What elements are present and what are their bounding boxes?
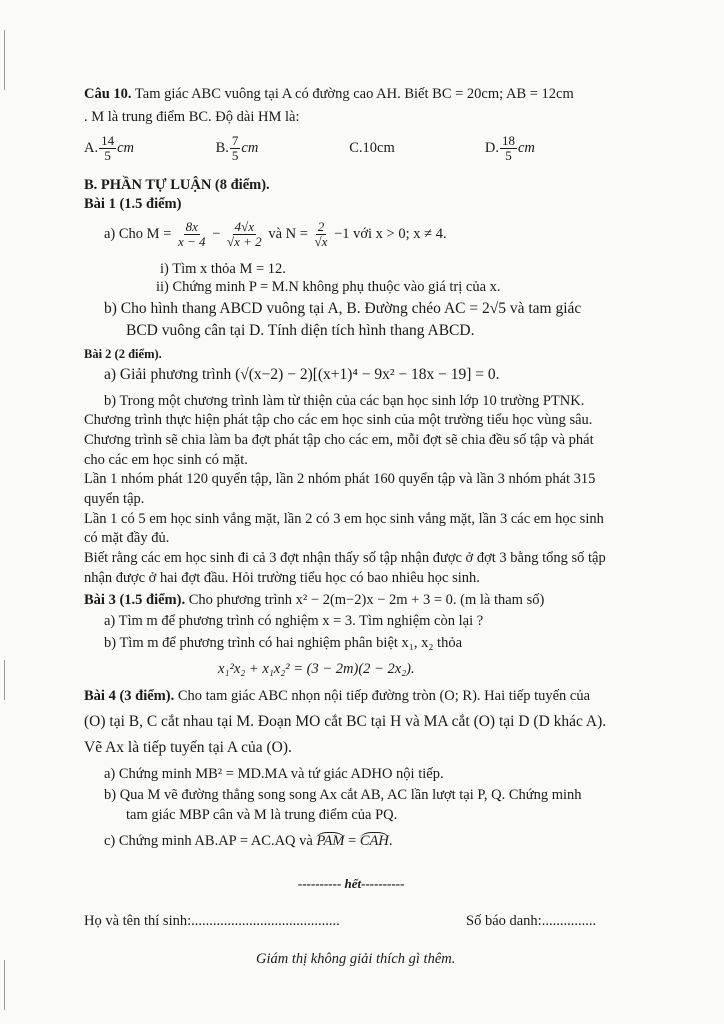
proctor-note: Giám thị không giải thích gì thêm. bbox=[256, 951, 456, 967]
bai2-b-line: Lần 1 nhóm phát 120 quyển tập, lần 2 nhóm phát 160 quyển tập và lần 3 nhóm phát 315 bbox=[84, 471, 596, 487]
bai4-b-line1: b) Qua M vẽ đường thẳng song song Ax cắt AB, AC lần lượt tại P, Q. Chứng minh bbox=[104, 787, 582, 803]
bai1-b-line1: b) Cho hình thang ABCD vuông tại A, B. Đường chéo AC = 2√5 và tam giác bbox=[104, 300, 582, 317]
bai1-a: a) Cho M = $\frac{8x}{x - 4}$ − $\frac{4√x}{√x + 2}$ và N = $\frac{2}{√x}$ −1 với x > 0; x ≠ 4. bbox=[104, 219, 447, 249]
arc-pam: PAM bbox=[316, 833, 345, 849]
bai2-a: a) Giải phương trình (√(x−2) − 2)[(x+1)⁴ − 9x² − 18x − 19] = 0. bbox=[104, 366, 500, 383]
bai3-title: Bài 3 (1.5 điểm). bbox=[84, 592, 186, 608]
bai3-equation: x₁²x₂ + x₁x₂² = (3 − 2m)(2 − 2x₂). bbox=[218, 661, 415, 677]
scan-edge-mark bbox=[4, 30, 5, 90]
q10-label: Câu 10. bbox=[84, 86, 132, 102]
bai4-b-line2: tam giác MBP cân và M là trung điểm của PQ. bbox=[126, 807, 398, 823]
bai1-b-line2: BCD vuông cân tại D. Tính diện tích hình thang ABCD. bbox=[126, 322, 475, 339]
bai2-b-line: quyển tập. bbox=[84, 491, 145, 507]
scan-edge-mark bbox=[4, 960, 5, 1010]
q10-line1 bbox=[84, 85, 574, 103]
option-d: D. $\frac{18}{5}$ cm bbox=[484, 133, 535, 163]
scan-edge-mark bbox=[4, 660, 5, 700]
q10-text: Tam giác ABC vuông tại A có đường cao AH. Biết BC = 20cm; AB = 12cm bbox=[134, 86, 574, 102]
bai4-a: a) Chứng minh MB² = MD.MA và tứ giác ADHO nội tiếp. bbox=[104, 766, 444, 782]
candidate-name-label: Họ và tên thí sinh:......................................... bbox=[84, 913, 340, 929]
bai2-b-line: có mặt đầy đủ. bbox=[84, 530, 170, 546]
bai1-a-i: i) Tìm x thỏa M = 12. bbox=[160, 261, 286, 277]
bai1-title: Bài 1 (1.5 điểm) bbox=[84, 196, 182, 212]
bai3-a: a) Tìm m để phương trình có nghiệm x = 3. Tìm nghiệm còn lại ? bbox=[104, 613, 484, 629]
bai4-line2: (O) tại B, C cắt nhau tại M. Đoạn MO cắt BC tại H và MA cắt (O) tại D (D khác A). bbox=[84, 713, 607, 730]
bai2-b-line: Lần 1 có 5 em học sinh vắng mặt, lần 2 có 3 em học sinh vắng mặt, lần 3 các em học sinh bbox=[84, 511, 604, 527]
bai2-b-line: Biết rằng các em học sinh đi cả 3 đợt nhận thấy số tập nhận được ở đợt 3 bằng tổng số tập bbox=[84, 550, 606, 566]
bai2-b-line: Chương trình sẽ chia làm ba đợt phát tập cho các em, mỗi đợt sẽ chia đều số tập và phát bbox=[84, 432, 594, 448]
bai2-b-line: cho các em học sinh có mặt. bbox=[84, 452, 248, 468]
bai2-b-line: nhận được ở hai đợt đầu. Hỏi trường tiểu học có bao nhiêu học sinh. bbox=[84, 570, 480, 586]
end-mark: ---------- hết---------- bbox=[298, 876, 405, 891]
option-b: B. $\frac{7}{5}$ cm bbox=[215, 133, 259, 163]
arc-cah: CAH bbox=[359, 833, 389, 849]
q10-line2: . M là trung điểm BC. Độ dài HM là: bbox=[84, 109, 300, 125]
candidate-id-label: Số báo danh:............... bbox=[466, 913, 597, 929]
bai4-line1: Bài 4 (3 điểm). Cho tam giác ABC nhọn nội tiếp đường tròn (O; R). Hai tiếp tuyến của bbox=[84, 688, 591, 704]
bai4-title: Bài 4 (3 điểm). bbox=[84, 688, 175, 704]
bai2-b-line: Chương trình thực hiện phát tập cho các em học sinh của một trường tiểu học vùng sâu. bbox=[84, 412, 593, 428]
bai2-b-line: b) Trong một chương trình làm từ thiện của các bạn học sinh lớp 10 trường PTNK. bbox=[104, 393, 585, 409]
bai3-line: Bài 3 (1.5 điểm). Cho phương trình x² − 2(m−2)x − 2m + 3 = 0. (m là tham số) bbox=[84, 592, 545, 608]
bai4-c: c) Chứng minh AB.AP = AC.AQ và PAM = CAH. bbox=[104, 833, 393, 849]
part-b-title: B. PHẦN TỰ LUẬN (8 điểm). bbox=[84, 177, 270, 193]
option-a: A. $\frac{14}{5}$ cm bbox=[84, 133, 135, 163]
q10-options bbox=[84, 134, 535, 163]
bai4-line3: Vẽ Ax là tiếp tuyến tại A của (O). bbox=[84, 739, 292, 756]
bai3-b: b) Tìm m để phương trình có hai nghiệm phân biệt x₁, x₂ thỏa bbox=[104, 635, 463, 651]
option-c: C.10cm bbox=[349, 139, 395, 156]
bai1-a-ii: ii) Chứng minh P = M.N không phụ thuộc vào giá trị của x. bbox=[156, 279, 501, 295]
bai2-title: Bài 2 (2 điểm). bbox=[84, 347, 162, 361]
